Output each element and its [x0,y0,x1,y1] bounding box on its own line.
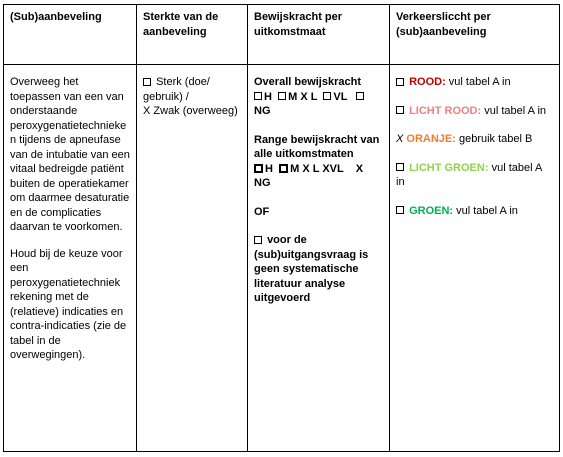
traffic-oranje [396,132,553,147]
range-vl: VL [329,162,344,175]
lichtrood-label: LICHT ROOD: [409,104,482,117]
strength-weak-marker: X [143,105,151,117]
evidence-cell [248,65,390,452]
no-review-option [254,233,383,306]
strength-weak-label: Zwak (overweeg) [153,105,238,117]
checkbox-empty-icon [356,92,364,100]
content-row [4,65,560,452]
strength-strong-option [143,75,241,104]
traffic-lichtrood [396,104,553,119]
recommendation-cell [4,65,137,452]
strength-cell [137,65,248,452]
header-row [4,5,560,65]
rood-label: ROOD: [409,76,446,88]
traffic-groen [396,204,553,219]
range-ng: NG [254,177,271,189]
groen-text: vul tabel A in [456,204,518,217]
overall-ng: NG [254,105,271,117]
checkbox-empty-icon [279,164,288,173]
oranje-marker: X [396,133,404,145]
recommendation-table [3,4,560,452]
lichtgroen-label: LICHT GROEN: [409,161,489,174]
oranje-label: ORANJE: [406,133,456,145]
strength-weak-option [143,104,241,119]
checkbox-empty-icon [143,78,151,86]
checkbox-empty-icon [396,78,404,86]
overall-h: H [264,90,272,103]
overall-evidence-title: Overall bewijskracht [254,76,361,88]
strength-strong-label: Sterk (doe/ gebruik) / [143,76,210,103]
lichtrood-text: vul tabel A in [484,104,547,117]
overall-evidence-options [254,90,383,105]
range-x2: X [322,162,330,175]
no-review-text: voor de (sub)uitgangsvraag is geen systematische literatuur analyse uitgevoerd [254,234,369,304]
traffic-lichtgroen [396,161,553,190]
range-h: H [265,162,273,175]
groen-label: GROEN: [409,204,454,217]
header-evidence: Bewijskracht per uitkomstmaat [248,5,390,65]
checkbox-empty-icon [254,92,262,100]
traffic-rood [396,75,553,90]
header-traffic-light: Verkeersliccht per (sub)aanbeveling [390,5,560,65]
range-x1: X [302,162,310,175]
checkbox-empty-icon [396,163,404,171]
overall-l: L [310,90,318,103]
recommendation-text: Overweeg het toepassen van een van onderstaande peroxygenatietechnieken tijdens de apneufase van de intubatie van een vitaal bedreigde patiënt buiten de operatiekamer om daarmee desaturatie en de complicaties daarvan te voorkomen. [10,76,130,233]
checkbox-empty-icon [396,206,404,214]
checkbox-empty-icon [278,92,286,100]
range-l: L [312,162,320,175]
header-subrecommendation: (Sub)aanbeveling [4,5,137,65]
checkbox-empty-icon [396,106,404,114]
checkbox-empty-icon [323,92,331,100]
overall-x: X [300,90,308,103]
lichtgroen-text: vul tabel A in [396,161,542,188]
overall-vl: VL [333,90,348,103]
header-strength: Sterkte van de aanbeveling [137,5,248,65]
rood-text: vul tabel A in [448,76,511,88]
range-evidence-options [254,162,383,177]
range-x3: X [355,162,364,175]
traffic-light-cell [390,65,560,452]
range-m: M [290,162,300,175]
oranje-text: gebruik tabel B [458,133,533,145]
checkbox-empty-icon [254,164,263,173]
checkbox-empty-icon [254,236,262,244]
or-label: OF [254,205,270,218]
range-evidence-title: Range bewijskracht van alle uitkomstmaten [254,133,380,160]
recommendation-note: Houd bij de keuze voor een peroxygenatietechniek rekening met de (relatieve) indicaties en contra-indicaties (zie de tabel in de overwegingen). [10,247,127,361]
overall-m: M [288,90,298,103]
